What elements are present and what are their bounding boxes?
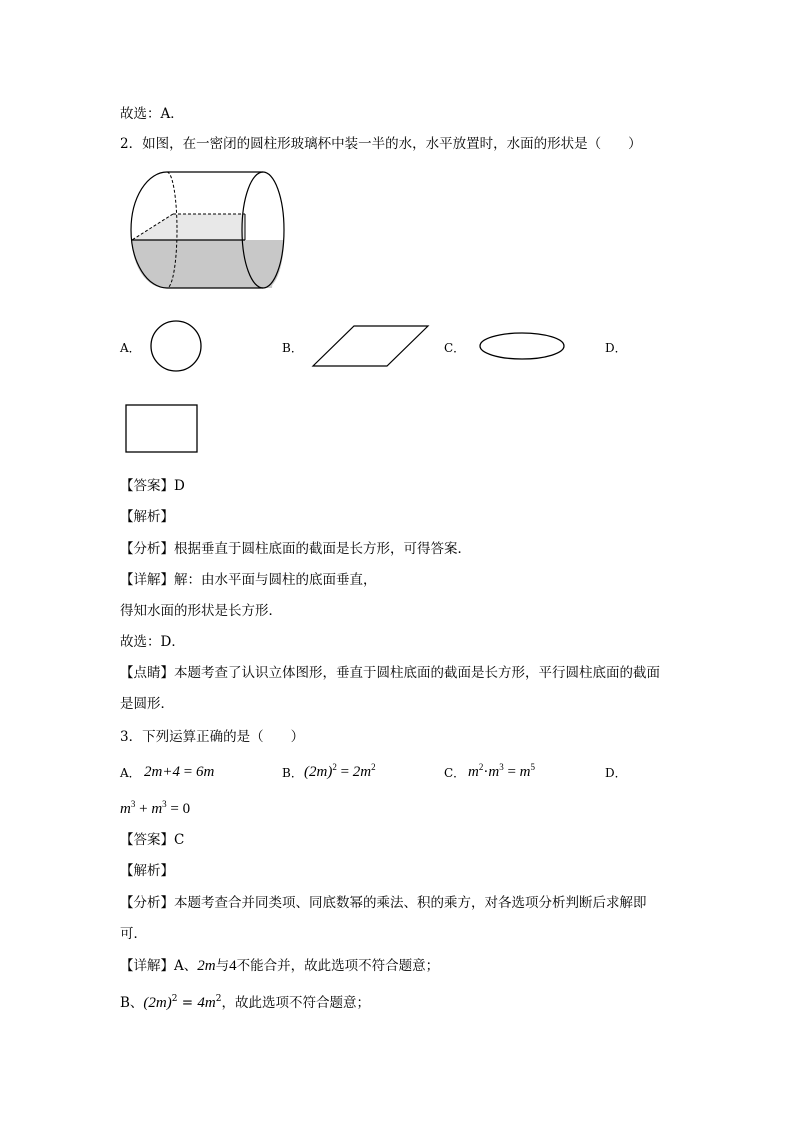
q3-option-a-label: A． (120, 766, 141, 780)
q2-xiangjie-2: 得知水面的形状是长方形． (120, 603, 282, 619)
select-line-q1: 故选：A． (120, 106, 184, 122)
ellipse-shape (479, 331, 565, 361)
q3-option-c-formula: $m^2\cdot m^3 = m^5$ (468, 762, 535, 780)
q3-option-a-formula: 2m+4 = 6m (144, 764, 215, 780)
q2-analysis-tag: 【解析】 (120, 509, 174, 525)
q3-option-d-label: D． (605, 766, 627, 780)
q2-option-a-label: A． (120, 341, 141, 355)
q3-option-d-formula: $m^3 + m^3 = 0$ (120, 799, 191, 817)
question-3-text: 3．下列运算正确的是（ ） (120, 729, 305, 745)
q2-dianjing-2: 是圆形． (120, 696, 174, 712)
cylinder-figure (125, 168, 290, 293)
q3-option-c-label: C． (444, 766, 466, 780)
q2-option-c-label: C． (444, 341, 466, 355)
select-line-q2: 故选：D． (120, 634, 185, 650)
q2-dianjing-1: 【点睛】本题考查了认识立体图形，垂直于圆柱底面的截面是长方形，平行圆柱底面的截面 (120, 665, 660, 681)
q3-option-b-formula: $(2m)^2 = 2m^2$ (304, 762, 376, 780)
q2-option-b-label: B． (282, 341, 303, 355)
q3-fenxi-1: 【分析】本题考查合并同类项、同底数幂的乘法、积的乘方，对各选项分析判断后求解即 (120, 895, 647, 911)
q2-answer: 【答案】D (120, 478, 185, 494)
rectangle-shape (125, 404, 199, 454)
circle-shape (150, 320, 202, 372)
q3-fenxi-2: 可． (120, 926, 147, 942)
q2-fenxi: 【分析】根据垂直于圆柱底面的截面是长方形，可得答案． (120, 541, 471, 557)
question-2-text: 2．如图，在一密闭的圆柱形玻璃杯中装一半的水，水平放置时，水面的形状是（ ） (120, 136, 642, 152)
parallelogram-shape (312, 325, 430, 367)
q2-option-d-label: D． (605, 341, 627, 355)
q3-option-b-label: B． (282, 766, 303, 780)
q3-answer: 【答案】C (120, 832, 185, 848)
q3-analysis-tag: 【解析】 (120, 863, 174, 879)
q2-xiangjie-1: 【详解】解：由水平面与圆柱的底面垂直， (120, 572, 377, 588)
q3-xiangjie-b: B、$(2m)^2 = 4m^2$，故此选项不符合题意； (120, 994, 370, 1011)
q3-xiangjie-a: 【详解】A、2m与4不能合并，故此选项不符合题意； (120, 958, 440, 974)
